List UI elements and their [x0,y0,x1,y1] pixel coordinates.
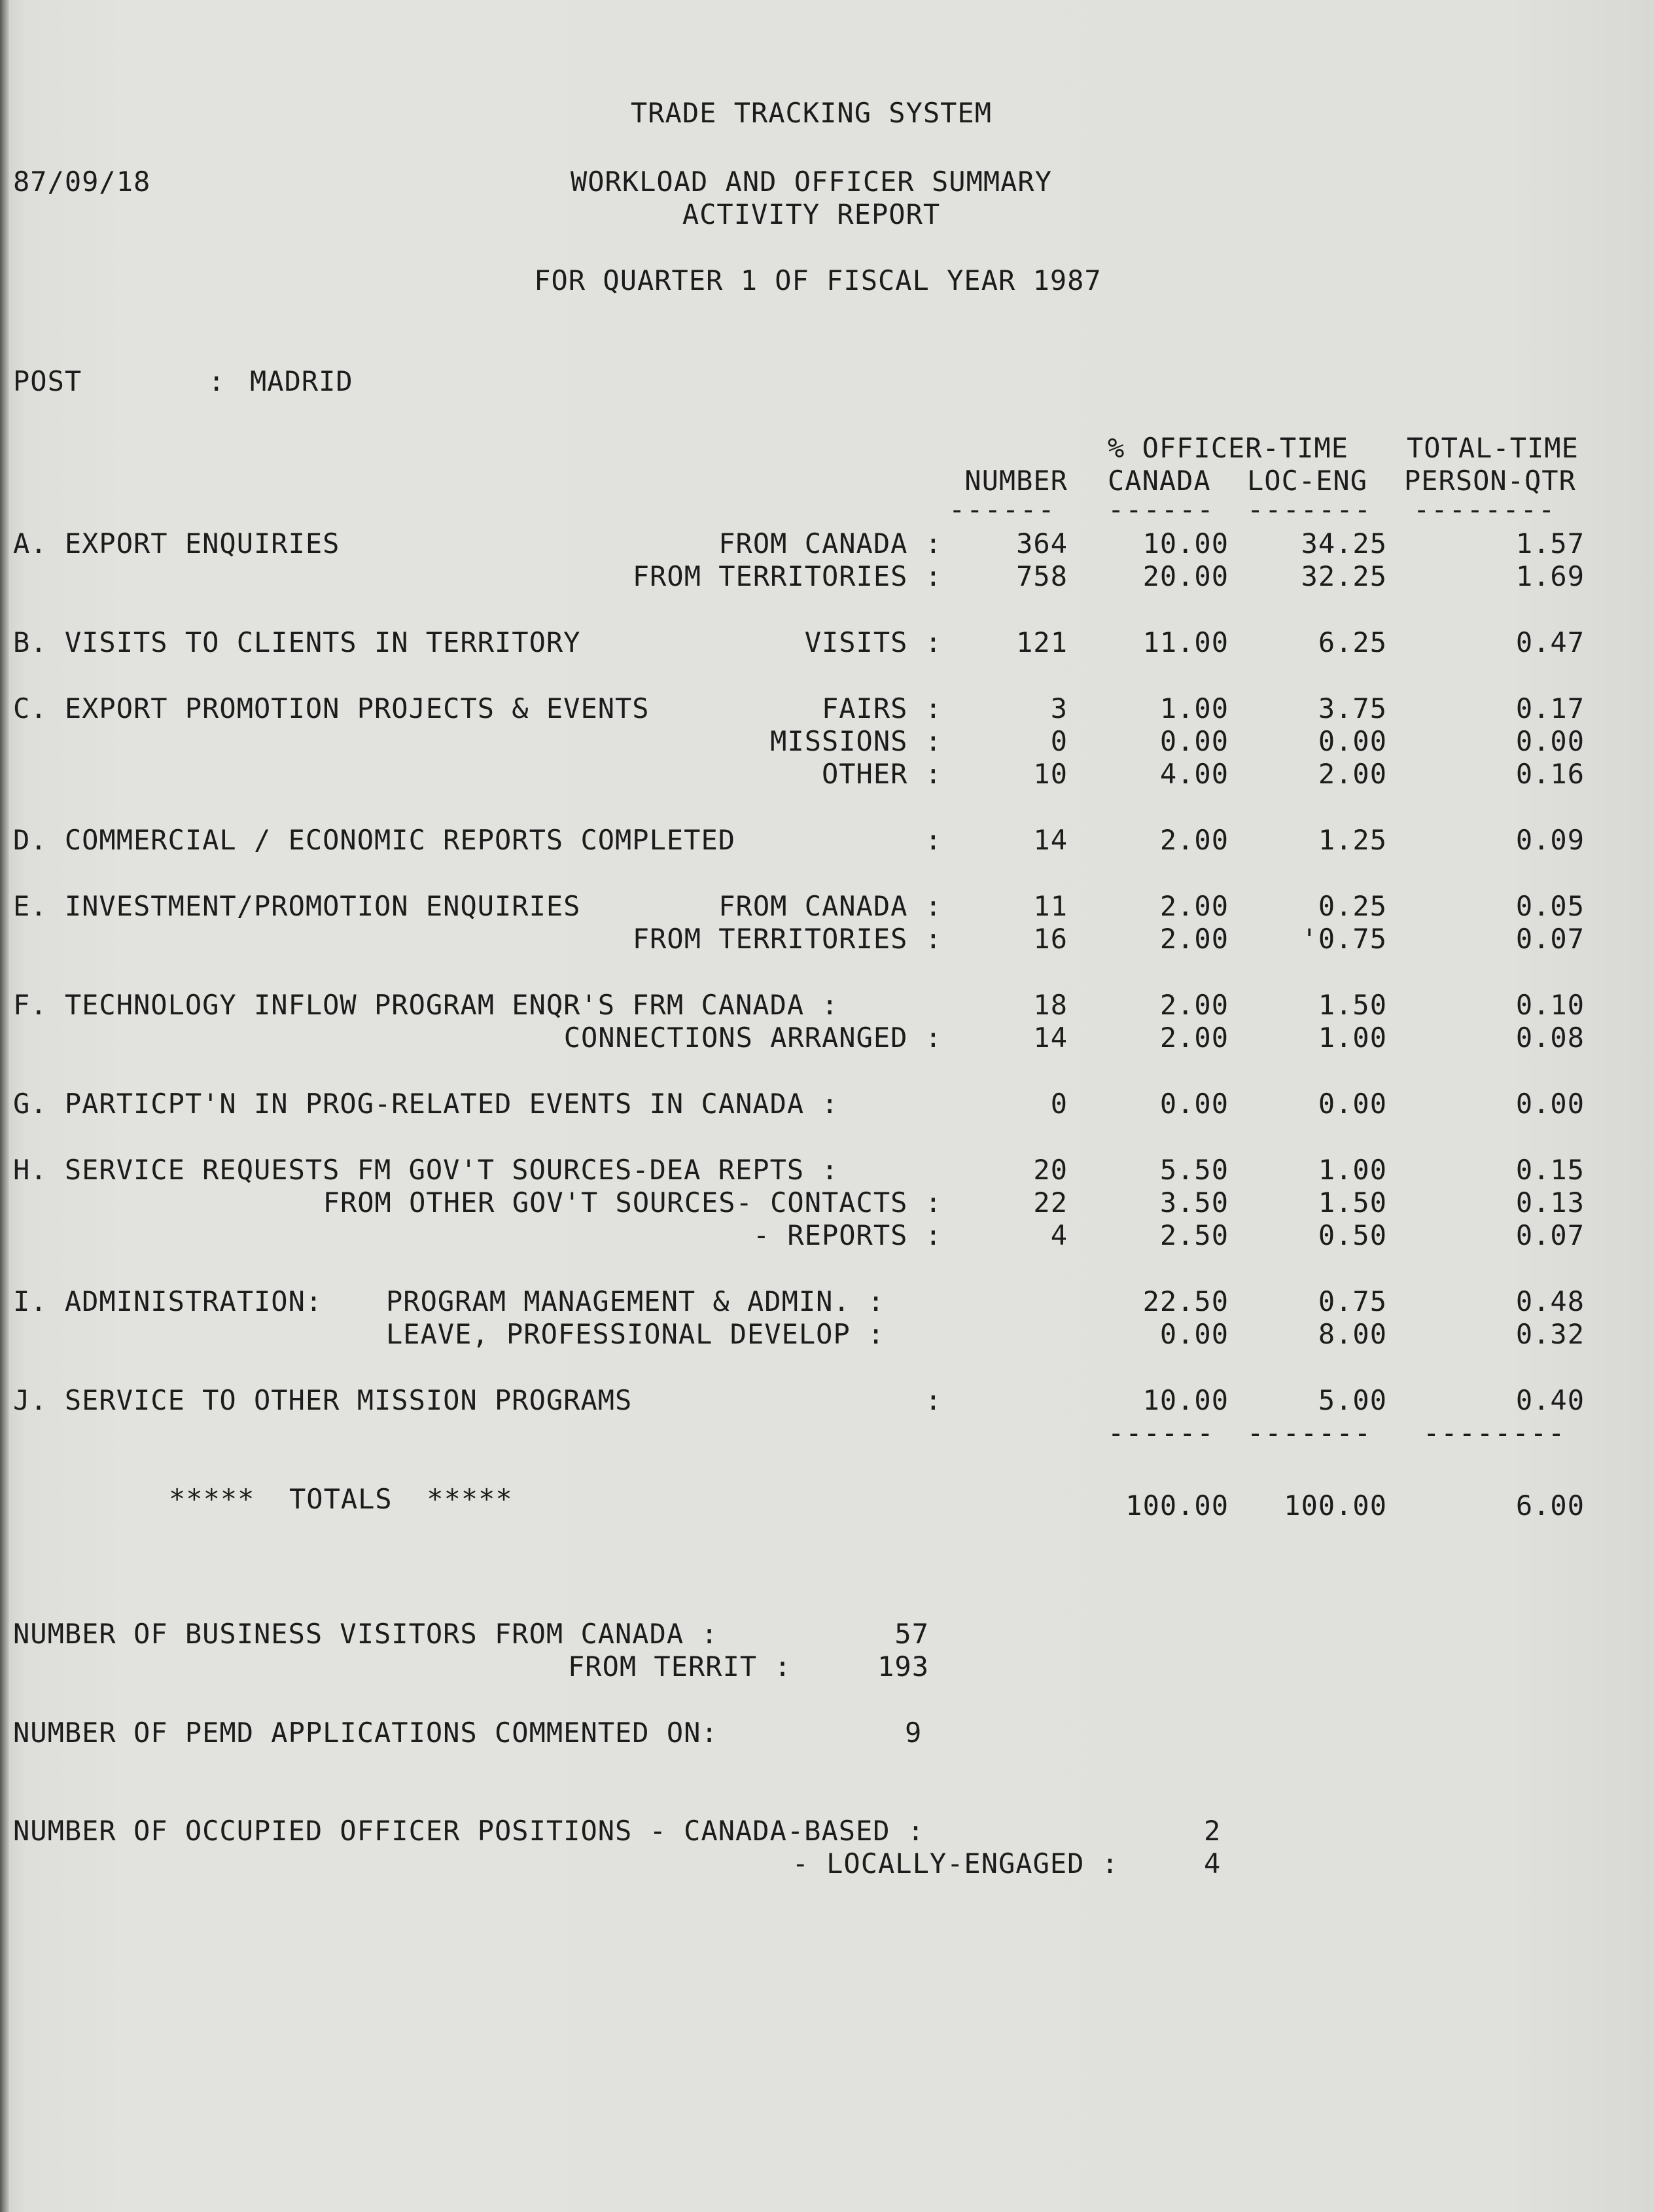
officer-positions-canada: 2 [1204,1815,1222,1847]
row-number: 10 [1033,758,1068,790]
row-loc-eng: 5.00 [1318,1384,1387,1416]
row-loc-eng: 1.50 [1318,989,1387,1021]
page-edge [0,0,9,2212]
row-person-qtr: 0.00 [1515,725,1585,757]
row-sub-label: : [924,1384,942,1416]
canada-underline: ------ [1108,493,1215,526]
row-number: 16 [1033,923,1068,955]
row-section-label: C. EXPORT PROMOTION PROJECTS & EVENTS [13,692,650,724]
row-person-qtr: 0.07 [1515,1219,1585,1251]
row-canada: 3.50 [1159,1186,1229,1219]
row-sub-label: FROM OTHER GOV'T SOURCES- CONTACTS : [323,1186,942,1219]
row-canada: 0.00 [1159,1088,1229,1120]
row-person-qtr: 0.09 [1515,824,1585,856]
row-canada: 2.00 [1159,989,1229,1021]
row-sub-label: FROM TERRITORIES : [632,923,942,955]
totals-canada-underline: ------ [1108,1417,1215,1449]
post-value: MADRID [250,365,353,397]
row-sub-label: VISITS : [804,626,942,658]
row-person-qtr: 0.16 [1515,758,1585,790]
row-section-label: D. COMMERCIAL / ECONOMIC REPORTS COMPLETED [13,824,736,856]
row-loc-eng: 8.00 [1318,1318,1387,1350]
row-loc-eng: 1.00 [1318,1154,1387,1186]
row-loc-eng: 32.25 [1301,560,1387,592]
row-section-label: A. EXPORT ENQUIRIES [13,527,340,560]
row-loc-eng: 0.50 [1318,1219,1387,1251]
row-person-qtr: 0.13 [1515,1186,1585,1219]
loc-eng-underline: ------- [1247,493,1373,526]
report-title: WORKLOAD AND OFFICER SUMMARY [570,166,1052,198]
report-subtitle: ACTIVITY REPORT [682,198,941,230]
row-sub-label: - REPORTS : [752,1219,942,1251]
row-loc-eng: 0.25 [1318,890,1387,922]
totals-loc-eng-underline: ------- [1247,1417,1373,1449]
business-visitors-label: NUMBER OF BUSINESS VISITORS FROM CANADA : [13,1618,718,1650]
person-qtr-header: PERSON-QTR [1404,465,1576,497]
row-section-label: E. INVESTMENT/PROMOTION ENQUIRIES [13,890,581,922]
row-canada: 4.00 [1159,758,1229,790]
row-number: 4 [1050,1219,1068,1251]
row-section-label: B. VISITS TO CLIENTS IN TERRITORY [13,626,581,658]
row-canada: 2.00 [1159,890,1229,922]
row-canada: 20.00 [1142,560,1229,592]
business-visitors-territ: 193 [877,1650,929,1683]
totals-person-underline: -------- [1423,1417,1566,1449]
row-loc-eng: '0.75 [1301,923,1387,955]
row-sub-label: : [924,824,942,856]
loc-eng-header: LOC-ENG [1247,465,1368,497]
row-sub-label: MISSIONS : [770,725,942,757]
row-number: 14 [1033,824,1068,856]
row-loc-eng: 6.25 [1318,626,1387,658]
row-canada: 0.00 [1159,725,1229,757]
row-section-label: I. ADMINISTRATION: [13,1285,323,1317]
pct-officer-time-header: % OFFICER-TIME [1108,432,1349,464]
number-header: NUMBER [964,465,1068,497]
row-canada: 11.00 [1142,626,1229,658]
row-sub-label: CONNECTIONS ARRANGED : [563,1022,942,1054]
total-time-header: TOTAL-TIME [1407,432,1579,464]
system-title: TRADE TRACKING SYSTEM [630,97,992,129]
totals-canada: 100.00 [1125,1490,1229,1522]
totals-person-qtr: 6.00 [1515,1490,1585,1522]
row-loc-eng: 1.50 [1318,1186,1387,1219]
row-loc-eng: 0.75 [1318,1285,1387,1317]
row-number: 758 [1016,560,1068,592]
row-canada: 0.00 [1159,1318,1229,1350]
pemd-applications-label: NUMBER OF PEMD APPLICATIONS COMMENTED ON: [13,1717,718,1749]
row-person-qtr: 0.40 [1515,1384,1585,1416]
officer-positions-label: NUMBER OF OCCUPIED OFFICER POSITIONS - CANADA-BASED : [13,1815,925,1847]
report-period: FOR QUARTER 1 OF FISCAL YEAR 1987 [534,264,1102,296]
row-canada: 2.00 [1159,824,1229,856]
row-number: 14 [1033,1022,1068,1054]
row-sub-label: OTHER : [821,758,942,790]
row-person-qtr: 0.48 [1515,1285,1585,1317]
totals-label: ***** TOTALS ***** [169,1483,513,1515]
business-visitors-canada: 57 [894,1618,929,1650]
row-loc-eng: 1.00 [1318,1022,1387,1054]
row-loc-eng: 1.25 [1318,824,1387,856]
row-person-qtr: 0.17 [1515,692,1585,724]
post-separator: : [208,365,226,397]
pemd-applications-value: 9 [905,1717,923,1749]
row-number: 0 [1050,1088,1068,1120]
row-person-qtr: 0.15 [1515,1154,1585,1186]
totals-loc-eng: 100.00 [1284,1490,1387,1522]
row-loc-eng: 0.00 [1318,1088,1387,1120]
row-person-qtr: 1.69 [1515,560,1585,592]
row-sub-label: FAIRS : [821,692,942,724]
row-loc-eng: 3.75 [1318,692,1387,724]
row-number: 22 [1033,1186,1068,1219]
canada-header: CANADA [1108,465,1211,497]
row-canada: 2.00 [1159,1022,1229,1054]
row-canada: 10.00 [1142,1384,1229,1416]
row-canada: 2.50 [1159,1219,1229,1251]
row-person-qtr: 0.07 [1515,923,1585,955]
row-canada: 22.50 [1142,1285,1229,1317]
row-person-qtr: 0.05 [1515,890,1585,922]
row-loc-eng: 2.00 [1318,758,1387,790]
row-number: 11 [1033,890,1068,922]
row-person-qtr: 0.00 [1515,1088,1585,1120]
row-sub-label: LEAVE, PROFESSIONAL DEVELOP : [386,1318,885,1350]
row-number: 20 [1033,1154,1068,1186]
row-sub-label: PROGRAM MANAGEMENT & ADMIN. : [386,1285,885,1317]
post-label: POST [13,365,82,397]
row-sub-label: FROM CANADA : [718,527,942,560]
row-number: 18 [1033,989,1068,1021]
row-person-qtr: 0.10 [1515,989,1585,1021]
report-date: 87/09/18 [13,166,151,198]
row-number: 121 [1016,626,1068,658]
officer-positions-local: 4 [1204,1847,1222,1880]
row-canada: 2.00 [1159,923,1229,955]
row-canada: 5.50 [1159,1154,1229,1186]
row-number: 0 [1050,725,1068,757]
row-section-label: J. SERVICE TO OTHER MISSION PROGRAMS [13,1384,633,1416]
row-canada: 1.00 [1159,692,1229,724]
number-underline: ------ [949,493,1056,526]
row-number: 3 [1050,692,1068,724]
row-section-label: G. PARTICPT'N IN PROG-RELATED EVENTS IN CANADA : [13,1088,839,1120]
row-sub-label: FROM TERRITORIES : [632,560,942,592]
row-person-qtr: 1.57 [1515,527,1585,560]
business-visitors-territ-label: FROM TERRIT : [568,1650,792,1683]
row-loc-eng: 34.25 [1301,527,1387,560]
officer-positions-local-label: - LOCALLY-ENGAGED : [792,1847,1119,1880]
person-qtr-underline: -------- [1413,493,1557,526]
row-section-label: H. SERVICE REQUESTS FM GOV'T SOURCES-DEA REPTS : [13,1154,839,1186]
row-sub-label: FROM CANADA : [718,890,942,922]
row-person-qtr: 0.08 [1515,1022,1585,1054]
row-section-label: F. TECHNOLOGY INFLOW PROGRAM ENQR'S FRM CANADA : [13,989,839,1021]
row-person-qtr: 0.47 [1515,626,1585,658]
row-canada: 10.00 [1142,527,1229,560]
row-number: 364 [1016,527,1068,560]
row-person-qtr: 0.32 [1515,1318,1585,1350]
row-loc-eng: 0.00 [1318,725,1387,757]
